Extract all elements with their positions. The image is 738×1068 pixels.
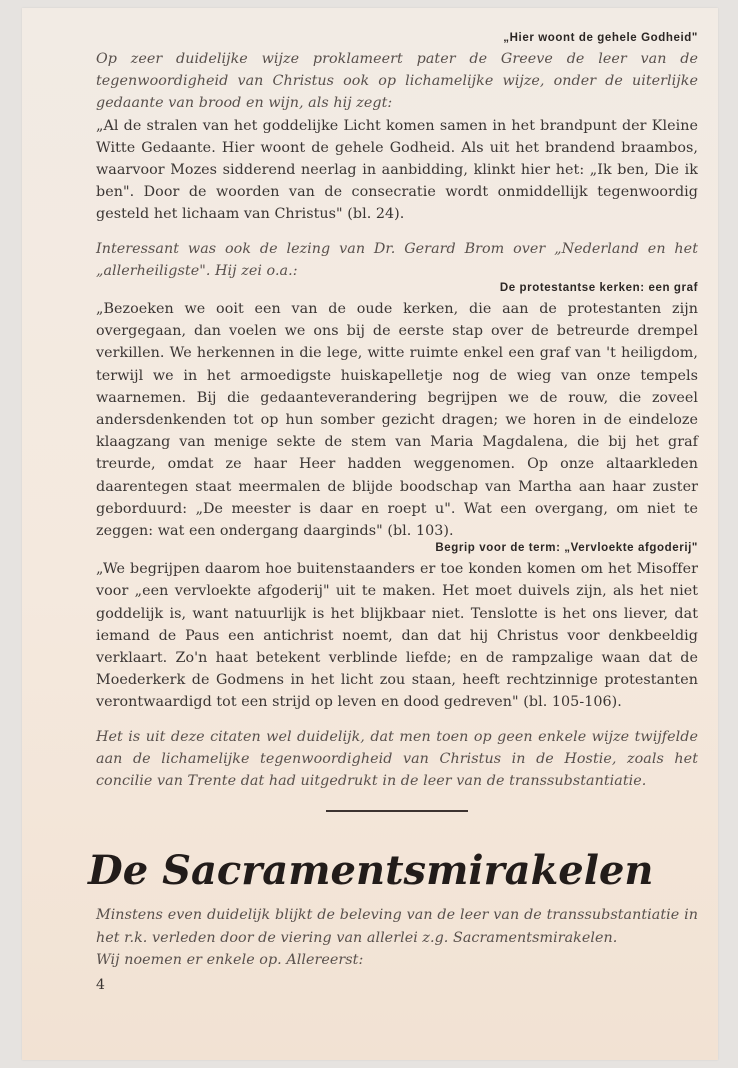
quote-paragraph-greeve: „Al de stralen van het goddelijke Licht komen samen in het brandpunt der Kleine Witte Gedaante. Hier woont de gehele Godheid. Als uit het brandend braambos, waarvoor Mozes sidderend neerlag in aanbidding, klinkt hier het: „Ik ben, Die ik ben". Door de woorden van de consecratie wordt onmiddellijk tegenwoordig gesteld het lichaam van Christus" (bl. 24). bbox=[96, 117, 698, 223]
brom-intro-paragraph: Interessant was ook de lezing van Dr. Gerard Brom over „Nederland en het „allerheiligste". Hij zei o.a.: bbox=[96, 240, 698, 279]
sacramentsmirakelen-paragraph: Minstens even duidelijk blijkt de beleving van de leer van de transsubstantiatie in het r.k. verleden door de viering van allerlei z.g. Sacramentsmirakelen. bbox=[96, 907, 698, 946]
quote-paragraph-afgoderij: „We begrijpen daarom hoe buitenstaanders er toe konden komen om het Misoffer voor „een vervloekte afgoderij" uit te maken. Het moet duivels zijn, als het niet goddelijk is, want natuurlijk is het blijkbaar niet. Tenslotte is het ons liever, dat iemand de Paus een antichrist noemt, dan dat hij Christus voor denkbeeldig verklaart. Zo'n haat betekent verblinde liefde; en de rampzalige waan dat de Moederkerk de Godmens in het licht zou staan, heeft rechtzinnige protestanten verontwaardigd tot een strijd op leven en dood gedreven" (bl. 105-106). bbox=[96, 561, 698, 711]
document-page bbox=[22, 8, 718, 1060]
quote-paragraph-kerken: „Bezoeken we ooit een van de oude kerken, die aan de protestanten zijn overgegaan, dan voelen we ons bij de eerste stap over de betreurde drempel verkillen. We herkennen in die lege, witte ruimte enkel een graf van 't heiligdom, terwijl we in het armoedigste huiskapelletje nog de wieg van onze tempels waarnemen. Bij die gedaanteverandering begrijpen we de rouw, die zoveel andersdenkenden tot op hun somber gezicht dragen; we horen in de eindeloze klaagzang van menige sekte de stem van Maria Magdalena, die bij het graf treurde, omdat ze haar Heer hadden weggenomen. Op onze altaarkleden daarentegen staat meermalen de blijde boodschap van Martha aan haar zuster geborduurd: „De meester is daar en roept u". Wat een overgang, om niet te zeggen: wat een ondergang daarginds" (bl. 103). bbox=[96, 301, 698, 540]
conclusion-paragraph: Het is uit deze citaten wel duidelijk, dat men toen op geen enkele wijze twijfelde aan de lichamelijke tegenwoordigheid van Christus in de Hostie, zoals het concilie van Trente dat had uitgedrukt in de leer van de transsubstantiatie. bbox=[96, 728, 698, 790]
page-content bbox=[88, 32, 698, 993]
enumeration-intro: Wij noemen er enkele op. Allereerst: bbox=[96, 951, 364, 968]
section-heading-godheid: „Hier woont de gehele Godheid" bbox=[503, 32, 698, 44]
intro-paragraph: Op zeer duidelijke wijze proklameert pater de Greeve de leer van de tegenwoordigheid van Christus ook op lichamelijke wijze, onder de uiterlijke gedaante van brood en wijn, als hij zegt: bbox=[96, 51, 698, 112]
section-title: De Sacramentsmirakelen bbox=[88, 847, 654, 895]
page-number: 4 bbox=[96, 976, 105, 993]
section-heading-afgoderij: Begrip voor de term: „Vervloekte afgoderij" bbox=[435, 542, 698, 555]
section-heading-graf: De protestantse kerken: een graf bbox=[499, 282, 698, 295]
divider-rule bbox=[326, 810, 468, 812]
